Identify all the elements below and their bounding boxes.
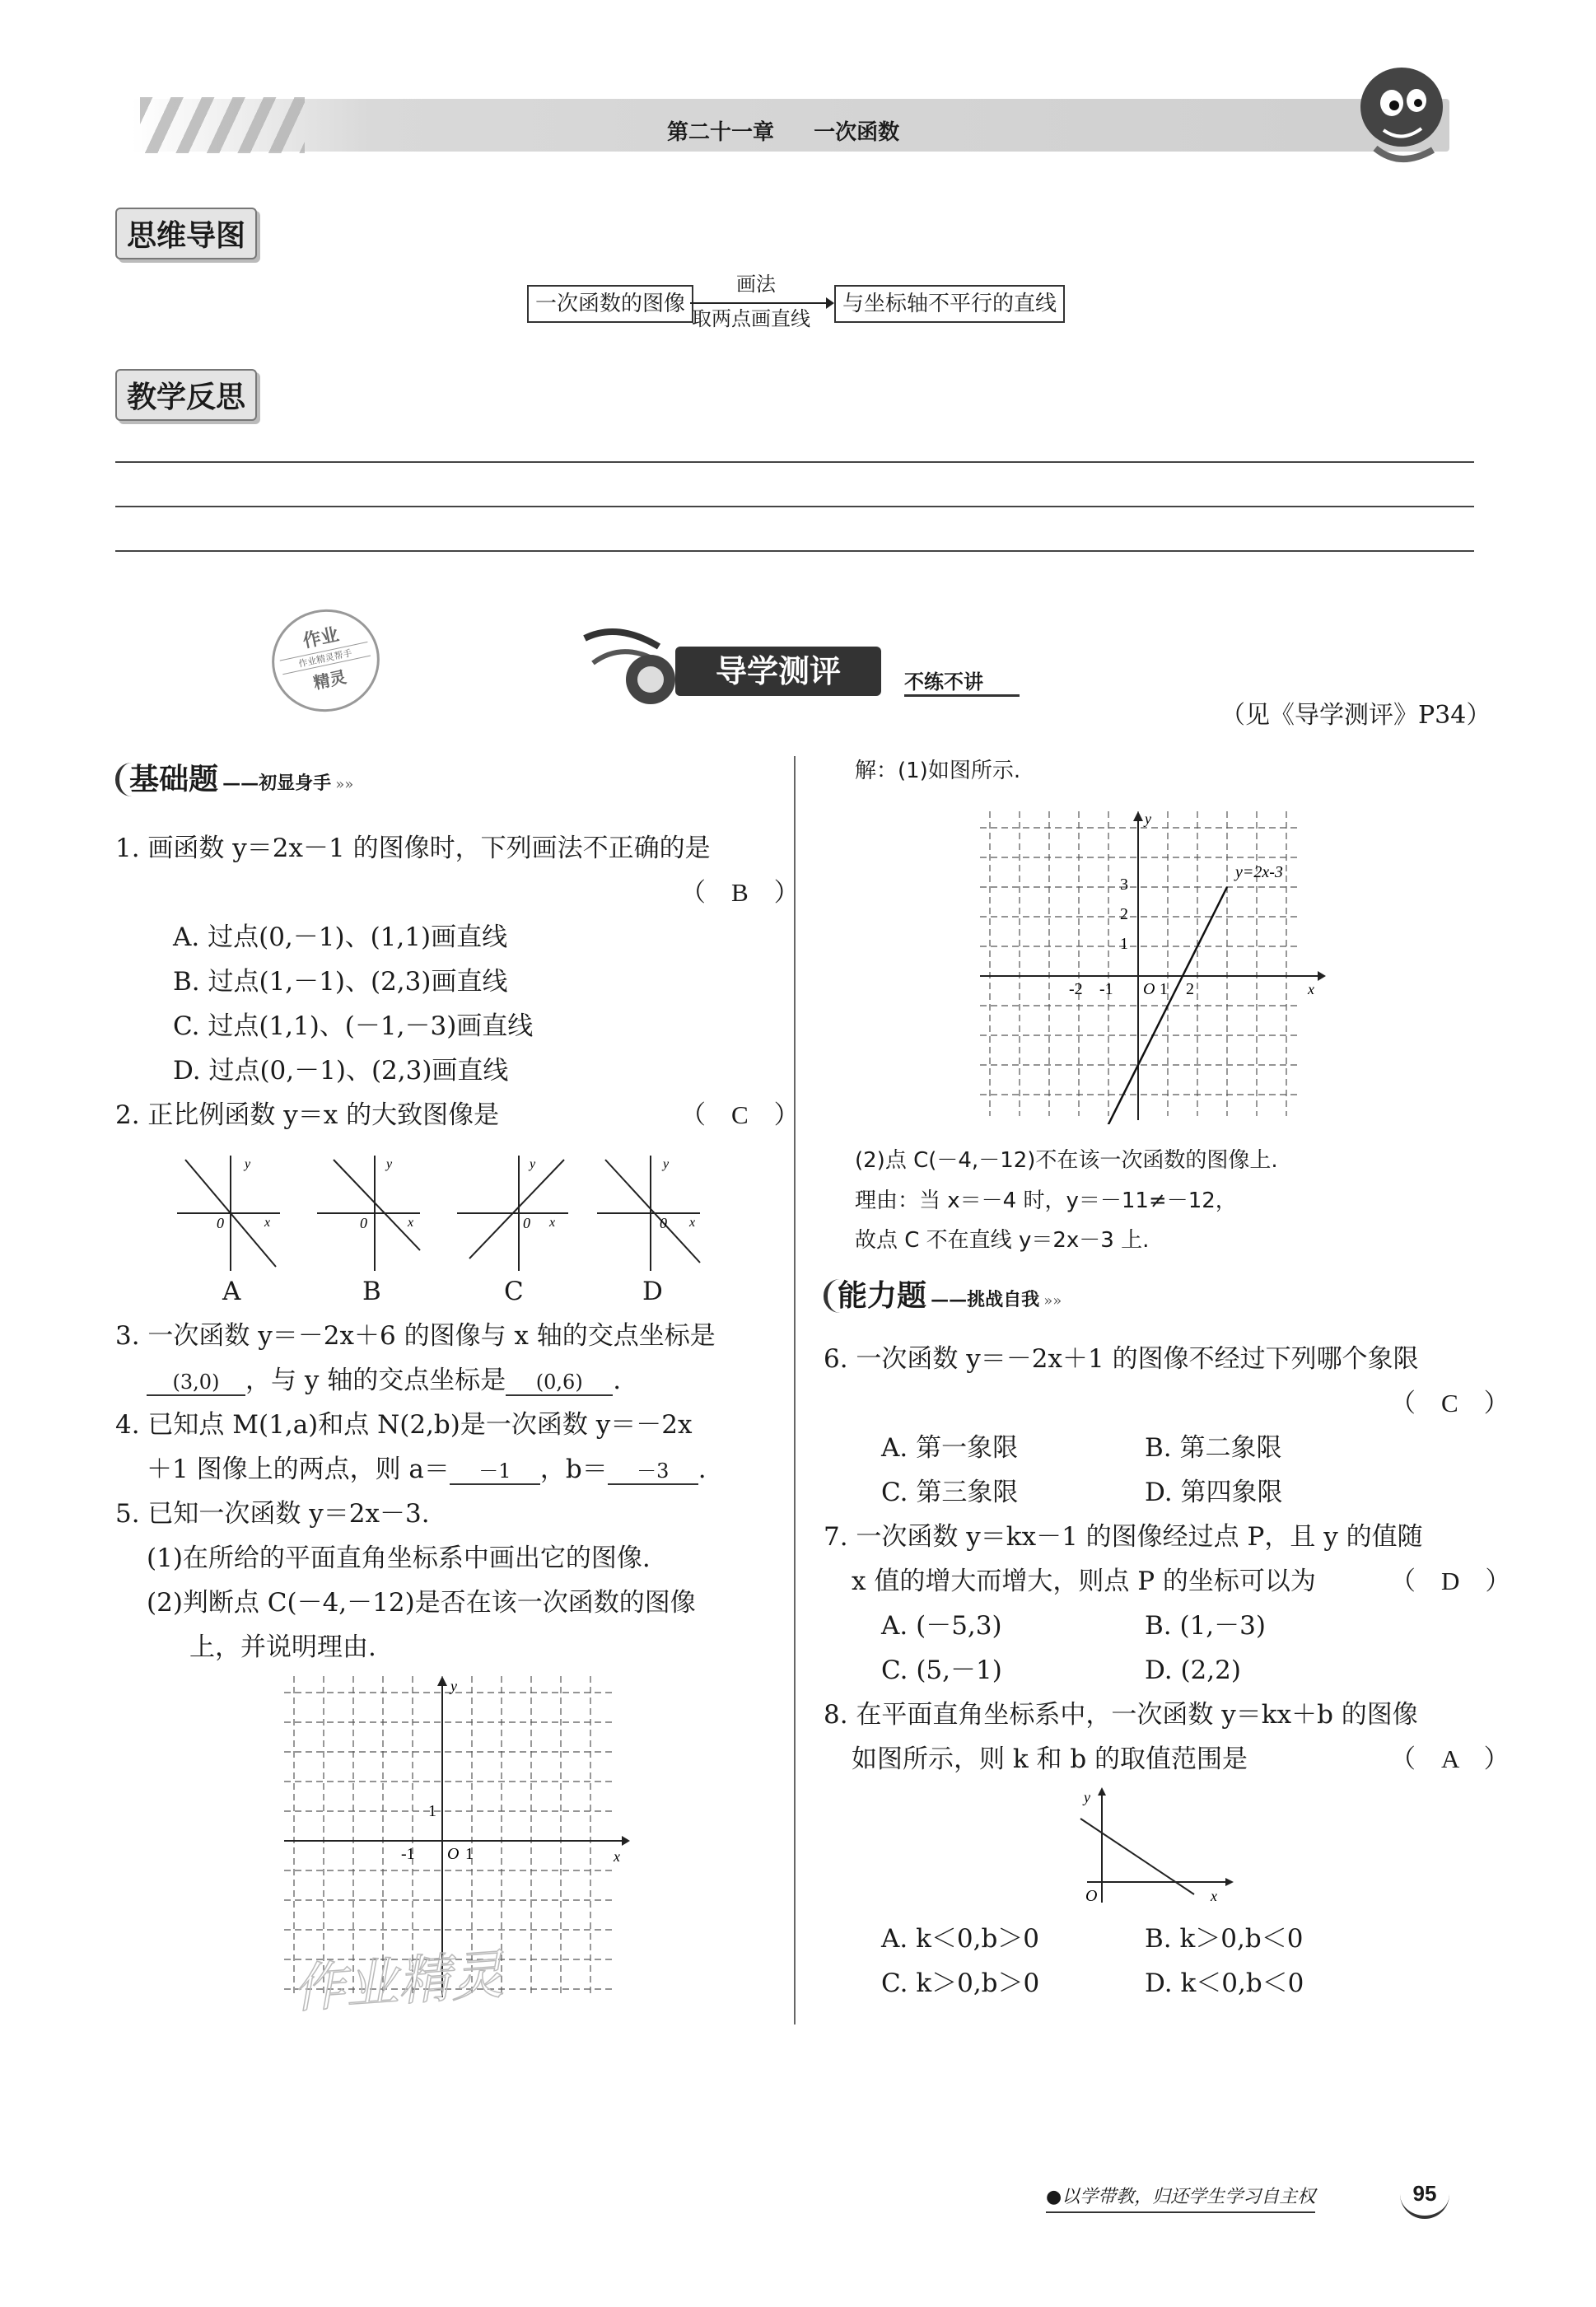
chapter-label: 第二十一章	[667, 120, 775, 145]
svg-text:y: y	[530, 1157, 536, 1171]
stamp-badge	[263, 600, 390, 722]
svg-text:0: 0	[523, 1215, 530, 1231]
q2-label-b: B	[362, 1277, 381, 1306]
mind-map-left-box: 一次函数的图像	[527, 285, 693, 323]
stamp-line-2: 作业精灵帮手	[280, 642, 371, 675]
q5-line-1: 5. 已知一次函数 y＝2x－3.	[115, 1499, 430, 1529]
solution-tick-y3: 3	[1120, 876, 1128, 894]
q8-x-arrow	[1225, 1878, 1234, 1886]
svg-text:0: 0	[360, 1215, 367, 1231]
q6-option-d: D. 第四象限	[1145, 1478, 1283, 1507]
solution-origin: O	[1143, 980, 1155, 998]
q4-end: .	[698, 1455, 707, 1484]
q5-line-3: (2)判断点 C(－4,－12)是否在该一次函数的图像	[147, 1588, 696, 1618]
q4-line-2-pre: ＋1 图像上的两点，则 a＝	[147, 1455, 450, 1484]
solution-grid-lines	[980, 811, 1301, 1116]
solution-reason: 理由：当 x＝－4 时，y＝－11≠－12，	[855, 1189, 1237, 1213]
banner-title: 导学测评	[675, 647, 881, 696]
reflection-line-1	[115, 461, 1474, 463]
q7-option-d: D. (2,2)	[1145, 1656, 1241, 1685]
q2-graph-a	[177, 1151, 284, 1275]
q7-answer: （ D ）	[1390, 1567, 1511, 1595]
ability-subtitle: ——挑战自我	[931, 1289, 1040, 1310]
reflection-tag: 教学反思	[115, 369, 257, 421]
q1-option-d: D. 过点(0,－1)、(2,3)画直线	[173, 1056, 509, 1086]
stamp-line-1: 作业	[301, 624, 341, 652]
q8-line-1: 8. 在平面直角坐标系中，一次函数 y＝kx＋b 的图像	[824, 1700, 1418, 1730]
q3-end: .	[613, 1366, 622, 1395]
q5-tick-neg: -1	[401, 1845, 415, 1863]
q8-graph	[1071, 1787, 1235, 1911]
banner-swirl-icon	[568, 622, 692, 712]
ability-chevrons: »»	[1043, 1292, 1062, 1310]
q8-option-a: A. k＜0,b＞0	[881, 1924, 1040, 1954]
q3-line-2	[147, 1358, 621, 1403]
chapter-topic: 一次函数	[814, 120, 900, 145]
q5-x-arrow	[622, 1836, 630, 1846]
q3-blank-2: (0,6)	[506, 1370, 613, 1396]
q2-label-d: D	[642, 1277, 663, 1306]
q6-option-c: C. 第三象限	[881, 1478, 1019, 1507]
svg-text:x: x	[549, 1216, 556, 1230]
mind-map-arrow-top: 画法	[736, 273, 776, 296]
q2-label-a: A	[222, 1277, 241, 1306]
q7-option-a: A. (－5,3)	[881, 1611, 1002, 1641]
solution-intro: 解：(1)如图所示.	[855, 759, 1021, 783]
q5-tick-y: 1	[428, 1802, 436, 1820]
q4-blank-2: －3	[608, 1459, 698, 1485]
solution-tick-y2: 2	[1120, 905, 1128, 923]
q5-x-label: x	[614, 1848, 620, 1865]
svg-text:x: x	[689, 1216, 696, 1230]
q6-text: 6. 一次函数 y＝－2x＋1 的图像不经过下列哪个象限	[824, 1344, 1419, 1374]
solution-graph	[980, 811, 1326, 1124]
q4-mid: ，b＝	[539, 1455, 608, 1484]
q3-mid: ，与 y 轴的交点坐标是	[245, 1366, 506, 1395]
mind-map-tag: 思维导图	[115, 208, 257, 259]
q6-option-b: B. 第二象限	[1145, 1433, 1282, 1463]
svg-text:y: y	[386, 1157, 393, 1171]
solution-part-2: (2)点 C(－4,－12)不在该一次函数的图像上.	[855, 1148, 1278, 1173]
q2-graph-b	[317, 1151, 424, 1275]
q7-option-c: C. (5,－1)	[881, 1656, 1002, 1685]
banner-subtitle: 不练不讲	[904, 665, 1020, 697]
footer-slogan: ●以学带教，归还学生学习自主权	[1046, 2183, 1315, 2213]
q3-line-1: 3. 一次函数 y＝－2x＋6 的图像与 x 轴的交点坐标是	[115, 1321, 716, 1351]
q8-option-b: B. k＞0,b＜0	[1145, 1924, 1304, 1954]
q3-blank-1: (3,0)	[147, 1370, 245, 1396]
q2-graph-c	[457, 1151, 572, 1275]
q2-answer: （ C ）	[680, 1100, 800, 1129]
basic-section-heading	[115, 756, 353, 798]
svg-text:y: y	[245, 1157, 251, 1171]
q5-line-2: (1)在所给的平面直角坐标系中画出它的图像.	[147, 1543, 651, 1573]
q8-option-d: D. k＜0,b＜0	[1145, 1968, 1304, 1998]
svg-text:y: y	[663, 1157, 670, 1171]
banner-reference: （见《导学测评》P34）	[1220, 701, 1491, 730]
mind-map-right-box: 与坐标轴不平行的直线	[834, 285, 1065, 323]
solution-x-label: x	[1308, 981, 1314, 997]
q1-option-c: C. 过点(1,1)、(－1,－3)画直线	[173, 1011, 534, 1041]
q8-y-label: y	[1084, 1789, 1090, 1805]
solution-line-label: y=2x-3	[1235, 863, 1283, 881]
q1-option-b: B. 过点(1,－1)、(2,3)画直线	[173, 967, 508, 997]
q8-x-label: x	[1211, 1888, 1217, 1904]
q4-blank-1: －1	[450, 1459, 540, 1485]
q8-origin: O	[1085, 1887, 1098, 1905]
watermark: 作业精灵	[291, 1945, 506, 2020]
ability-title: 能力题	[824, 1279, 926, 1313]
basic-chevrons: »»	[335, 776, 354, 793]
solution-tick-x1: 1	[1160, 980, 1168, 998]
q4-line-1: 4. 已知点 M(1,a)和点 N(2,b)是一次函数 y＝－2x	[115, 1410, 693, 1440]
q2-text: 2. 正比例函数 y＝x 的大致图像是	[115, 1100, 500, 1130]
svg-text:x: x	[408, 1216, 414, 1230]
q5-y-label: y	[450, 1678, 457, 1694]
header-stripes	[140, 97, 305, 153]
q2-label-c: C	[504, 1277, 524, 1306]
reflection-line-3	[115, 550, 1474, 552]
solution-conclusion: 故点 C 不在直线 y＝2x－3 上.	[855, 1228, 1150, 1253]
stamp-line-3: 精灵	[311, 666, 348, 694]
svg-text:x: x	[264, 1216, 271, 1230]
q1-text: 1. 画函数 y＝2x－1 的图像时，下列画法不正确的是	[115, 834, 711, 863]
q5-y-arrow	[437, 1676, 447, 1686]
mind-map-arrow-bottom: 取两点画直线	[692, 307, 810, 330]
q8-y-arrow	[1098, 1787, 1106, 1796]
q7-line-1: 7. 一次函数 y＝kx－1 的图像经过点 P，且 y 的值随	[824, 1522, 1423, 1552]
basic-subtitle: ——初显身手	[222, 773, 332, 794]
solution-y-arrow	[1133, 811, 1143, 821]
header-title	[667, 115, 899, 146]
reflection-line-2	[115, 506, 1474, 507]
q5-line-4: 上，并说明理由.	[189, 1632, 376, 1662]
mascot-icon	[1351, 58, 1458, 173]
svg-text:0: 0	[660, 1215, 667, 1231]
q1-answer: （ B ）	[680, 878, 800, 907]
q6-option-a: A. 第一象限	[881, 1433, 1019, 1463]
solution-tick-xm1: -1	[1099, 980, 1113, 998]
q7-option-b: B. (1,－3)	[1145, 1611, 1266, 1641]
q8-answer: （ A ）	[1390, 1744, 1510, 1773]
solution-tick-y1: 1	[1120, 935, 1128, 953]
q5-origin: O	[447, 1845, 460, 1863]
basic-title: 基础题	[115, 763, 218, 796]
solution-tick-xm2: -2	[1069, 980, 1083, 998]
page-number: 95	[1400, 2174, 1449, 2219]
q7-line-2: x 值的增大而增大，则点 P 的坐标可以为	[852, 1567, 1316, 1596]
q8-function-line	[1080, 1819, 1194, 1894]
solution-tick-x2: 2	[1186, 980, 1194, 998]
q8-line-2: 如图所示，则 k 和 b 的取值范围是	[852, 1744, 1248, 1774]
q6-answer: （ C ）	[1390, 1389, 1510, 1417]
ability-section-heading	[824, 1273, 1062, 1315]
q8-option-c: C. k＞0,b＞0	[881, 1968, 1040, 1998]
svg-text:0: 0	[217, 1215, 224, 1231]
q4-line-2	[147, 1447, 707, 1492]
q2-graph-d	[597, 1151, 704, 1275]
column-divider	[794, 756, 796, 2024]
q1-option-a: A. 过点(0,－1)、(1,1)画直线	[173, 922, 508, 952]
solution-y-label: y	[1145, 811, 1151, 827]
q5-tick-pos: 1	[465, 1845, 474, 1863]
solution-x-arrow	[1318, 971, 1326, 981]
